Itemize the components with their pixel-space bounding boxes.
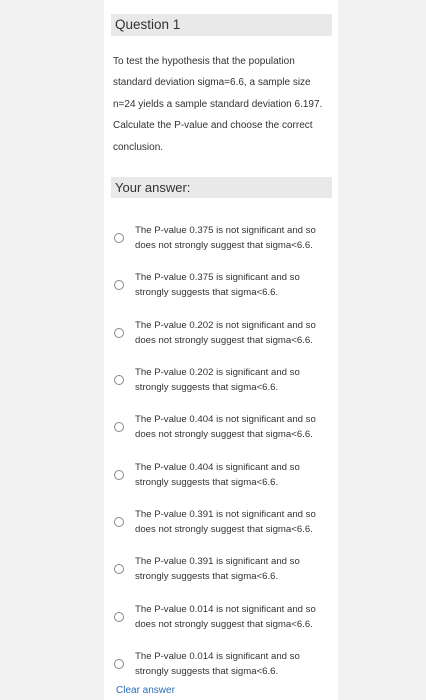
option-label: The P-value 0.404 is not significant and so does not strongly suggest that sigma<6.6. — [135, 413, 316, 440]
radio-button[interactable] — [114, 517, 124, 527]
option-label: The P-value 0.014 is not significant and so does not strongly suggest that sigma<6.6. — [135, 603, 316, 630]
answer-option-3[interactable] — [112, 311, 332, 355]
radio-button[interactable] — [114, 328, 124, 338]
option-label: The P-value 0.391 is not significant and so does not strongly suggest that sigma<6.6. — [135, 508, 316, 535]
question-text: To test the hypothesis that the population standard deviation sigma=6.6, a sample size n=24 yields a sample standard deviation 6.197. Calculate the P-value and choose the correct conclusion. — [113, 56, 323, 153]
option-label: The P-value 0.404 is significant and so strongly suggests that sigma<6.6. — [135, 461, 300, 488]
question-card — [104, 0, 338, 700]
option-label: The P-value 0.202 is not significant and so does not strongly suggest that sigma<6.6. — [135, 319, 316, 346]
radio-button[interactable] — [114, 375, 124, 385]
answer-option-6[interactable] — [112, 453, 332, 497]
option-label: The P-value 0.375 is significant and so strongly suggests that sigma<6.6. — [135, 271, 300, 298]
question-title: Question 1 — [111, 14, 332, 36]
answer-option-2[interactable] — [112, 263, 332, 307]
radio-button[interactable] — [114, 233, 124, 243]
option-label: The P-value 0.391 is significant and so strongly suggests that sigma<6.6. — [135, 555, 300, 582]
answer-option-9[interactable] — [112, 595, 332, 639]
answer-option-7[interactable] — [112, 500, 332, 544]
answer-option-4[interactable] — [112, 358, 332, 402]
answer-option-5[interactable] — [112, 405, 332, 449]
option-label: The P-value 0.014 is significant and so strongly suggests that sigma<6.6. — [135, 650, 300, 677]
answer-option-10[interactable] — [112, 642, 332, 686]
option-label: The P-value 0.375 is not significant and so does not strongly suggest that sigma<6.6. — [135, 224, 316, 251]
radio-button[interactable] — [114, 470, 124, 480]
answer-option-1[interactable] — [112, 216, 332, 260]
answer-option-8[interactable] — [112, 547, 332, 591]
option-label: The P-value 0.202 is significant and so strongly suggests that sigma<6.6. — [135, 366, 300, 393]
radio-button[interactable] — [114, 422, 124, 432]
radio-button[interactable] — [114, 659, 124, 669]
radio-button[interactable] — [114, 564, 124, 574]
clear-answer-link[interactable]: Clear answer — [116, 685, 175, 696]
radio-button[interactable] — [114, 612, 124, 622]
radio-button[interactable] — [114, 280, 124, 290]
answer-header: Your answer: — [111, 177, 332, 198]
